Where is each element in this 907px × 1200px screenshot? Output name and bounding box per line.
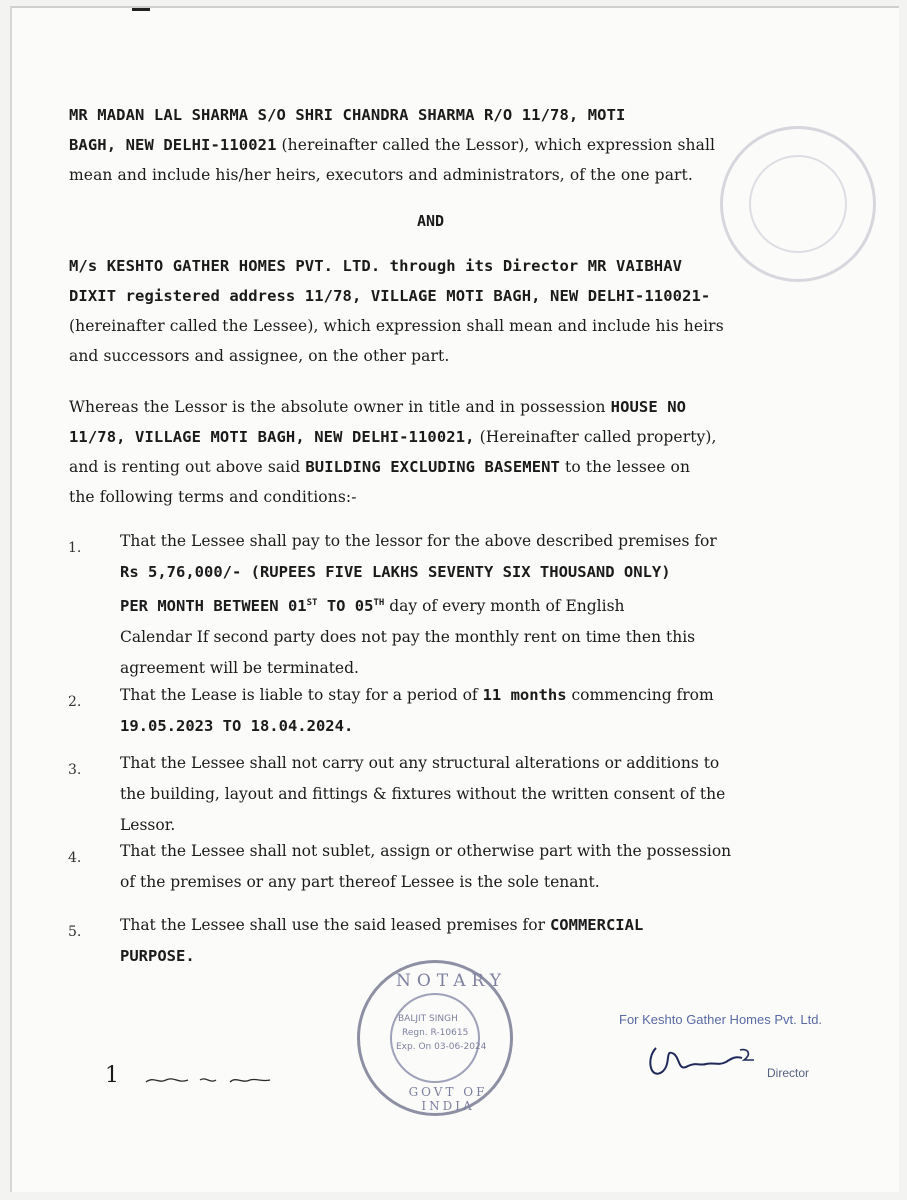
clause-number: 1. [68,540,82,556]
and-label: AND [417,212,445,230]
clause-5: That the Lessee shall use the said leased premises for COMMERCIAL PURPOSE. [120,916,644,965]
director-label: Director [767,1066,810,1080]
lessee-paragraph [69,251,809,371]
lessor-line-3: mean and include his/her heirs, executors and administrators, of the one part. [69,166,693,184]
notary-stamp-partial [720,126,876,282]
lessor-line-2: BAGH, NEW DELHI-110021 (hereinafter called the Lessor), which expression shall [69,136,716,154]
lessor-line-1: MR MADAN LAL SHARMA S/O SHRI CHANDRA SHARMA R/O 11/78, MOTI [69,106,626,124]
clause-4: That the Lessee shall not sublet, assign or otherwise part with the possession of the premises or any part thereof Lessee is the sole tenant. [120,842,732,891]
whereas-line-4: the following terms and conditions:- [69,488,357,506]
whereas-line-2: 11/78, VILLAGE MOTI BAGH, NEW DELHI-110021, (Hereinafter called property), [69,428,717,446]
director-signature [644,1036,764,1086]
clause-number: 5. [68,924,82,940]
page-number: 1 [105,1063,119,1088]
clause-1: That the Lessee shall pay to the lessor for the above described premises for Rs 5,76,000/- (RUPEES FIVE LAKHS SEVENTY SIX THOUSAND ONLY) PER MONTH BETWEEN 01ST TO 05TH day of every month of English Calendar If second party does not pay the monthly rent on time then this agreement will be terminated. [120,532,717,678]
company-seal-text: For Keshto Gather Homes Pvt. Ltd. [619,1012,823,1027]
lessee-line-4: and successors and assignee, on the other part. [69,347,450,365]
lessee-line-1: M/s KESHTO GATHER HOMES PVT. LTD. through its Director MR VAIBHAV [69,257,683,275]
whereas-line-3: and is renting out above said BUILDING EXCLUDING BASEMENT to the lessee on [69,458,691,476]
document-page [10,6,899,1192]
initials-scribble [144,1070,284,1090]
clause-number: 4. [68,850,82,866]
whereas-line-1: Whereas the Lessor is the absolute owner in title and in possession HOUSE NO [69,398,687,416]
clause-number: 2. [68,694,82,710]
scan-mark [132,7,150,11]
clause-2: That the Lease is liable to stay for a period of 11 months commencing from 19.05.2023 TO 18.04.2024. [120,686,714,735]
lessor-paragraph [69,100,809,190]
notary-stamp: NOTARY BALJIT SINGH Regn. R-10615 Exp. On 03-06-2024 GOVT OF INDIA [357,960,513,1116]
lessee-line-3: (hereinafter called the Lessee), which expression shall mean and include his heirs [69,317,724,335]
whereas-paragraph [69,392,809,512]
clause-3: That the Lessee shall not carry out any structural alterations or additions to the building, layout and fittings & fixtures without the written consent of the Lessor. [120,754,726,834]
lessee-line-2: DIXIT registered address 11/78, VILLAGE MOTI BAGH, NEW DELHI-110021- [69,287,711,305]
clause-number: 3. [68,762,82,778]
